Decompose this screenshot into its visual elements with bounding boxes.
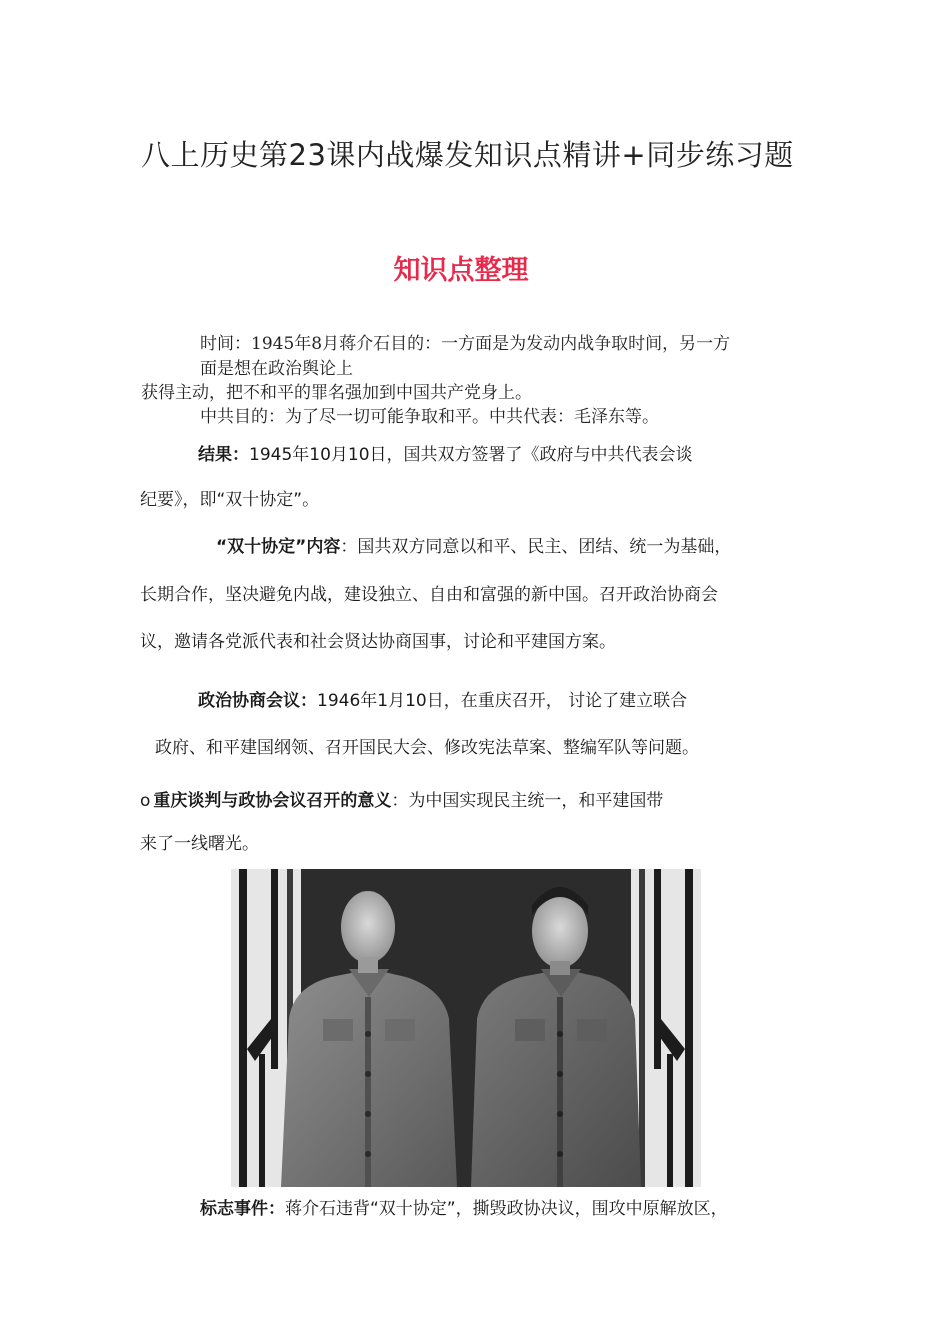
marker-event-text-1: 蒋介石违背“双十协定”，撕毁政协决议，围攻中原解放区， bbox=[285, 1199, 728, 1219]
content-text-1: ：国共双方同意以和平、民主、团结、统一为基础， bbox=[340, 537, 732, 557]
pcc-line-2: 政府、和平建国纲领、召开国民大会、修改宪法草案、整编军队等问题。 bbox=[155, 738, 699, 758]
intro-line-3: 获得主动，把不和平的罪名强加到中国共产党身上。 bbox=[141, 383, 532, 403]
significance-line-1 bbox=[140, 786, 663, 811]
intro-line-4: 中共目的：为了尽一切可能争取和平。中共代表：毛泽东等。 bbox=[200, 407, 659, 427]
marker-event-line-1 bbox=[200, 1194, 728, 1219]
result-line-2: 纪要》，即“双十协定”。 bbox=[140, 490, 320, 510]
result-line-1 bbox=[198, 440, 693, 465]
document-title: 八上历史第23课内战爆发知识点精讲+同步练习题 bbox=[141, 138, 794, 172]
pcc-text-1: 1946年1月10日，在重庆召开， 讨论了建立联合 bbox=[317, 691, 688, 711]
significance-label: 重庆谈判与政协会议召开的意义 bbox=[153, 791, 392, 811]
pcc-label: 政治协商会议： bbox=[198, 691, 317, 711]
intro-line-2: 面是想在政治舆论上 bbox=[200, 359, 353, 379]
bullet-marker: o bbox=[140, 791, 151, 811]
marker-event-label: 标志事件： bbox=[200, 1199, 285, 1219]
historical-photo bbox=[231, 869, 701, 1187]
content-label: “双十协定”内容 bbox=[216, 537, 341, 557]
result-text-1: 1945年10月10日，国共双方签署了《政府与中共代表会谈 bbox=[249, 445, 693, 465]
content-line-1 bbox=[216, 532, 731, 557]
significance-text-1: ：为中国实现民主统一，和平建国带 bbox=[391, 791, 664, 811]
result-label: 结果： bbox=[198, 445, 249, 465]
section-heading: 知识点整理 bbox=[393, 255, 529, 286]
pcc-line-1 bbox=[198, 686, 687, 711]
photo-illustration bbox=[231, 869, 701, 1187]
significance-line-2: 来了一线曙光。 bbox=[140, 834, 259, 854]
content-line-2: 长期合作，坚决避免内战，建设独立、自由和富强的新中国。召开政治协商会 bbox=[140, 585, 718, 605]
content-line-3: 议，邀请各党派代表和社会贤达协商国事，讨论和平建国方案。 bbox=[140, 632, 616, 652]
intro-line-1: 时间：1945年8月蒋介石目的：一方面是为发动内战争取时间，另一方 bbox=[200, 334, 731, 354]
